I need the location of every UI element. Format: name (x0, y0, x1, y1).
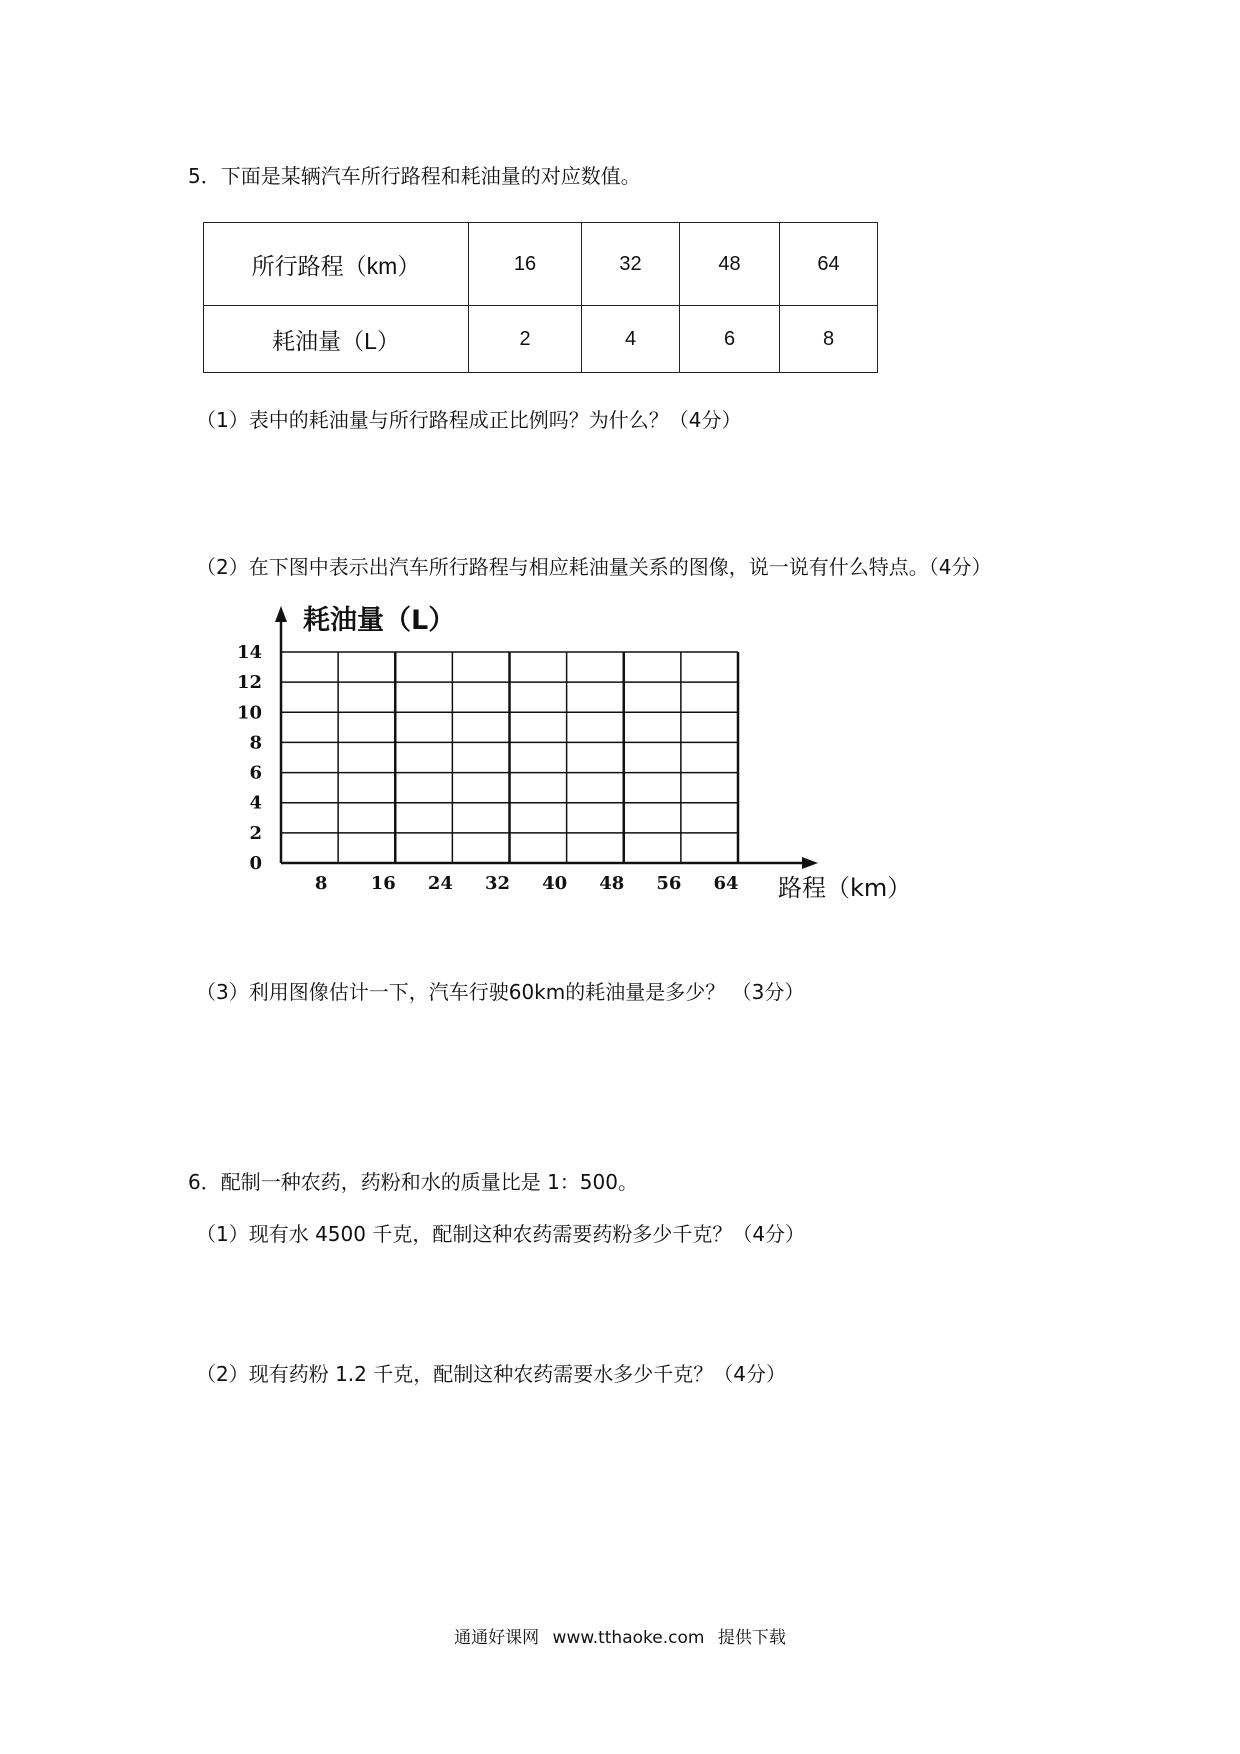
y-tick-label: 2 (249, 822, 262, 844)
question-5-part-1: （1）表中的耗油量与所行路程成正比例吗？为什么？（4分） (196, 408, 742, 432)
table-header-distance: 所行路程（km） (204, 223, 469, 306)
footer-site-name: 通通好课网 (454, 1628, 540, 1648)
x-tick-label: 32 (484, 873, 511, 894)
y-tick-label: 8 (249, 732, 262, 754)
question-6-intro: 6．配制一种农药，药粉和水的质量比是 1：500。 (188, 1170, 638, 1194)
table-header-fuel: 耗油量（L） (204, 306, 469, 373)
y-tick-label: 6 (249, 762, 262, 784)
x-axis-title: 路程（km） (778, 874, 912, 902)
table-cell: 6 (680, 306, 780, 373)
y-tick-label: 4 (249, 792, 262, 814)
y-tick-label: 10 (236, 702, 262, 724)
footer-suffix: 提供下载 (717, 1628, 786, 1648)
graph-axes (275, 606, 818, 869)
x-tick-label: 64 (713, 873, 739, 894)
x-tick-label: 48 (599, 873, 625, 894)
question-6-part-1: （1）现有水 4500 千克，配制这种农药需要药粉多少千克？（4分） (196, 1222, 806, 1246)
x-tick-label: 24 (427, 873, 453, 894)
question-6-part-2: （2）现有药粉 1.2 千克，配制这种农药需要水多少千克？（4分） (196, 1362, 786, 1386)
table-cell: 8 (780, 306, 878, 373)
question-5-part-2: （2）在下图中表示出汽车所行路程与相应耗油量关系的图像，说一说有什么特点。（4分） (196, 555, 992, 579)
x-tick-label: 16 (370, 873, 396, 894)
x-tick-label: 8 (314, 873, 328, 894)
x-tick-label: 40 (542, 873, 568, 894)
table-cell: 48 (680, 223, 780, 306)
y-tick-label: 0 (249, 853, 262, 874)
x-tick-label: 56 (656, 873, 682, 894)
x-axis-arrow (802, 857, 818, 869)
y-tick-label: 14 (236, 642, 262, 663)
y-axis-arrow (275, 606, 287, 622)
table-cell: 4 (582, 306, 680, 373)
graph-grid (281, 652, 738, 863)
y-axis-title: 耗油量（L） (303, 605, 456, 636)
y-tick-label: 12 (236, 672, 262, 694)
question-5-intro: 5．下面是某辆汽车所行路程和耗油量的对应数值。 (188, 164, 641, 188)
table-cell: 64 (780, 223, 878, 306)
footer (0, 1626, 1240, 1650)
graph-ticks (237, 642, 739, 894)
table-cell: 2 (469, 306, 582, 373)
table-cell: 16 (469, 223, 582, 306)
footer-url[interactable]: www.tthaoke.com (552, 1628, 705, 1648)
table-cell: 32 (582, 223, 680, 306)
question-5-part-3: （3）利用图像估计一下，汽车行驶60km的耗油量是多少？ （3分） (196, 980, 805, 1004)
